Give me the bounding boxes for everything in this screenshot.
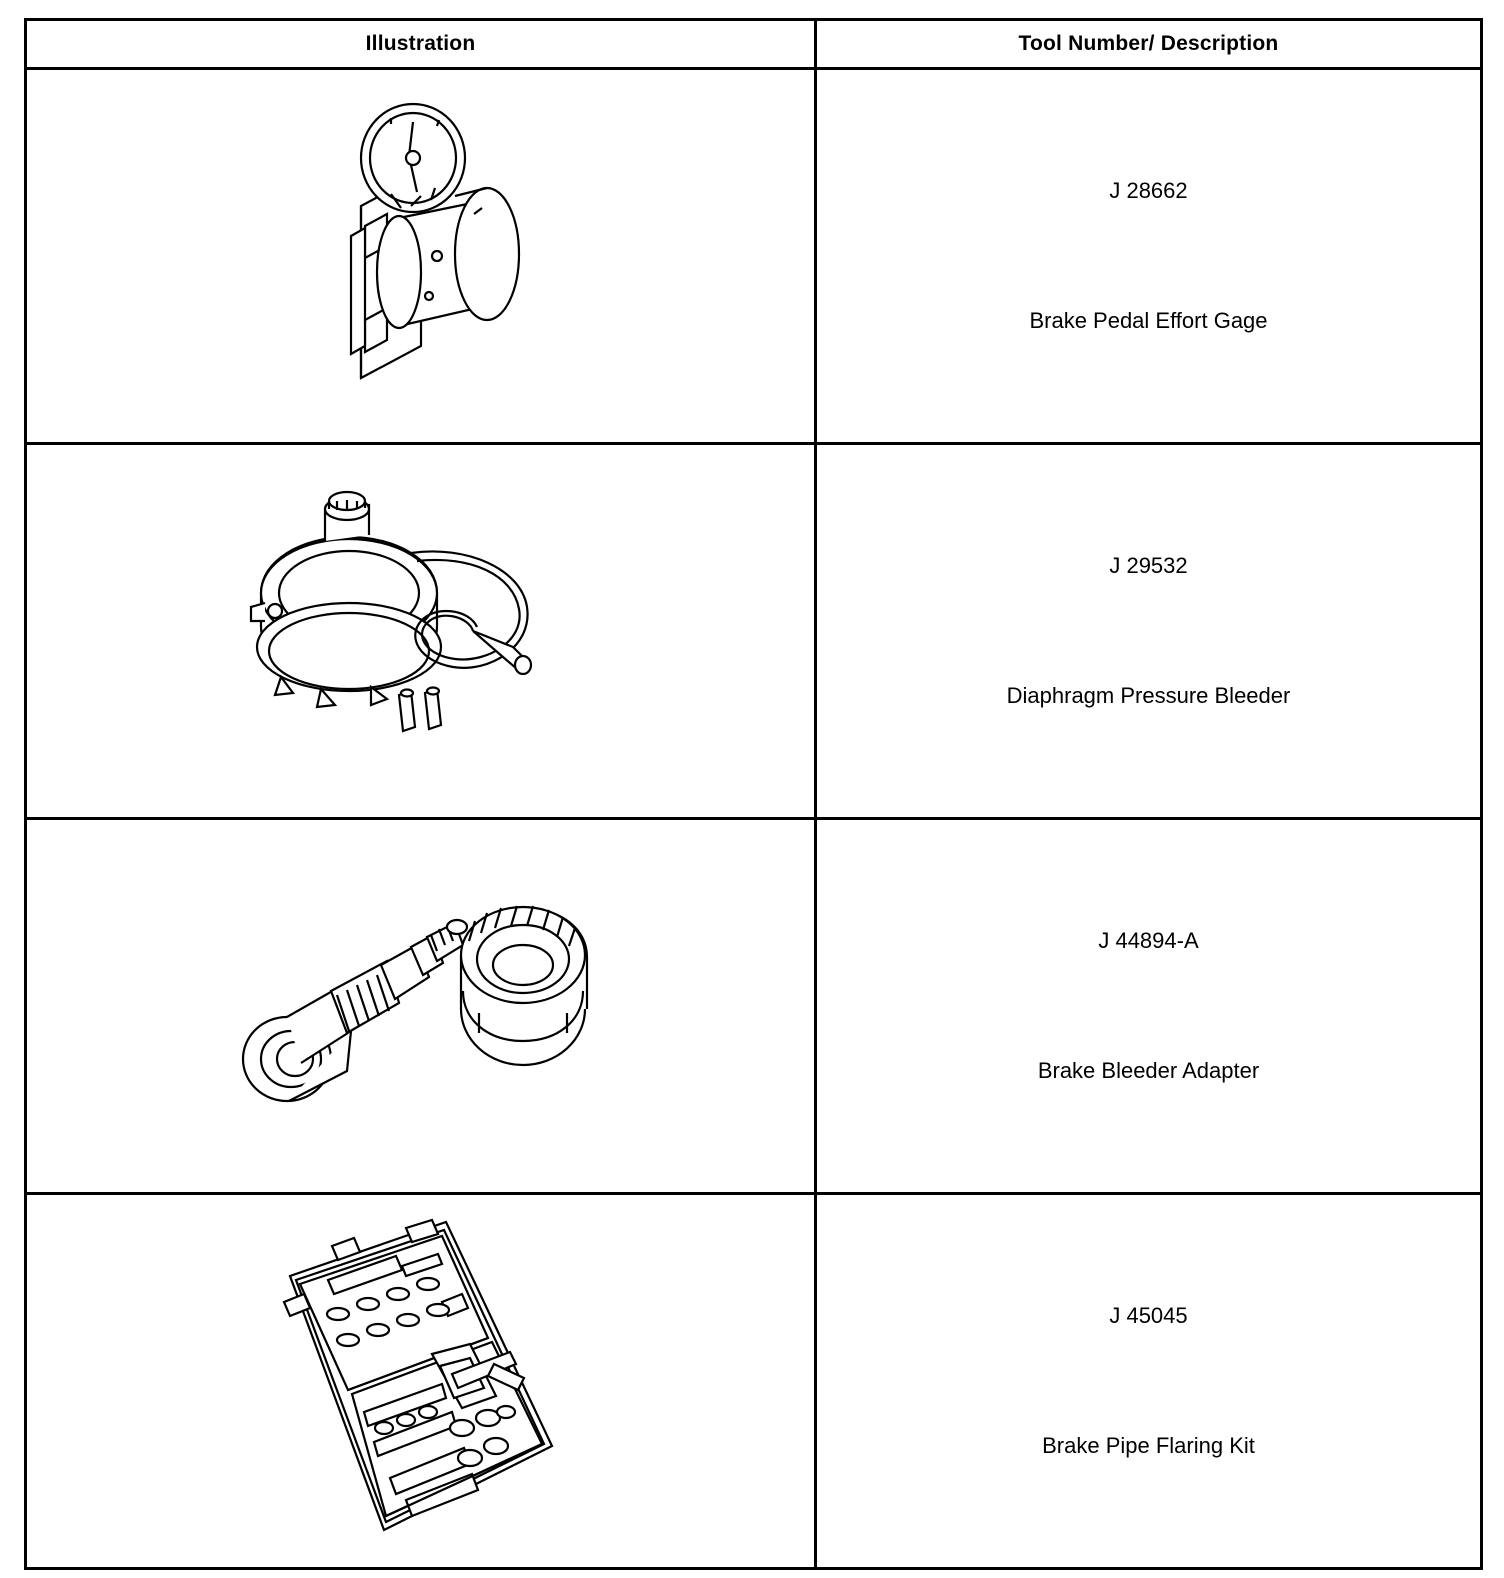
table-row [26,69,1482,444]
tool-description: Brake Bleeder Adapter [1037,1058,1260,1083]
brake-pedal-effort-gage-illustration [27,70,814,442]
description-cell [816,1194,1482,1569]
tool-description: Diaphragm Pressure Bleeder [1006,683,1291,708]
tool-number: J 44894-A [1098,927,1199,953]
table-row [26,819,1482,1194]
illustration-cell [26,444,816,819]
illustration-cell [26,819,816,1194]
tool-number: J 28662 [1109,177,1188,203]
column-header-illustration: Illustration [26,20,816,69]
illustration-cell [26,69,816,444]
description-cell [816,819,1482,1194]
description-cell [816,444,1482,819]
description-cell [816,69,1482,444]
tool-number: J 29532 [1109,552,1188,578]
diaphragm-pressure-bleeder-illustration [27,445,814,817]
tool-number: J 45045 [1109,1302,1188,1328]
column-header-description: Tool Number/ Description [816,20,1482,69]
special-tools-table [24,18,1483,1570]
illustration-cell [26,1194,816,1569]
table-row [26,1194,1482,1569]
brake-pipe-flaring-kit-illustration [27,1195,814,1567]
tool-description: Brake Pipe Flaring Kit [1042,1433,1255,1458]
tool-description: Brake Pedal Effort Gage [1029,308,1268,333]
brake-bleeder-adapter-illustration [27,820,814,1192]
table-row [26,444,1482,819]
table-header-row [26,20,1482,69]
